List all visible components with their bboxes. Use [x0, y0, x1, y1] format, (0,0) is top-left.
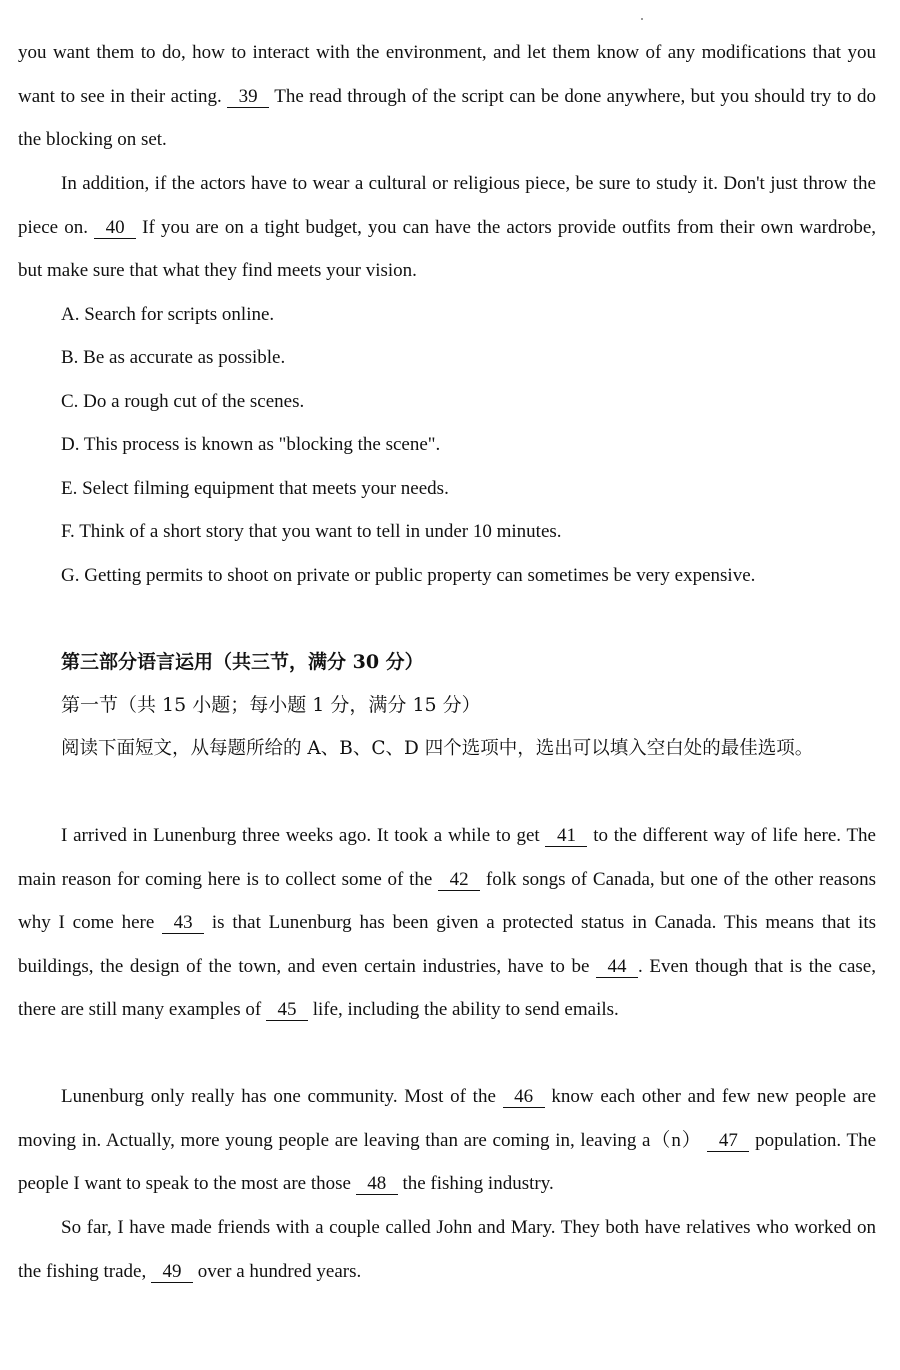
text-run: know each other and few new people are moving in. Actually, more young people are leaving than are coming in, leaving a（n）	[18, 1086, 877, 1151]
paragraph-continuation	[18, 31, 876, 162]
blank-42: 42	[438, 870, 480, 891]
blank-45: 45	[266, 1000, 308, 1021]
blank-49: 49	[151, 1262, 193, 1283]
text-run: you want them to do, how to interact with the environment, and let them know of any modifications that you want to see in their acting.	[18, 42, 876, 107]
text-run: . Even though that is the case, there are still many examples of	[18, 955, 876, 1021]
paragraph-lunenburg-arrival	[18, 814, 876, 1032]
text-run: In addition, if the actors have to wear a cultural or religious piece, be sure to study it. Don't just throw the piece on.	[18, 173, 876, 238]
option-c: C. Do a rough cut of the scenes.	[61, 391, 305, 412]
option-f: F. Think of a short story that you want to tell in under 10 minutes.	[61, 521, 562, 542]
subsection-title: 第一节（共 15 小题；每小题 1 分，满分 15 分）	[61, 694, 481, 716]
blank-39: 39	[227, 87, 269, 108]
blank-47: 47	[707, 1131, 749, 1152]
text-run: life, including the ability to send emails.	[307, 999, 619, 1021]
paragraph-costume	[18, 162, 876, 293]
paragraph-instructions	[18, 727, 876, 771]
option-e: E. Select filming equipment that meets your needs.	[61, 478, 449, 499]
blank-46: 46	[503, 1087, 545, 1108]
text-run: So far, I have made friends with a couple called John and Mary. They both have relatives who worked on the fishing trade,	[18, 1217, 876, 1282]
text-run: If you are on a tight budget, you can have the actors provide outfits from their own wardrobe, but make sure that what they find meets your vision.	[18, 216, 877, 282]
text-run: is that Lunenburg has been given a protected status in Canada. This means that its buildings, the design of the town, and even certain industries, have to be	[18, 912, 877, 977]
text-run: Lunenburg only really has one community. Most of the	[61, 1086, 503, 1107]
paragraph-lunenburg-friends	[18, 1206, 876, 1293]
text-run: over a hundred years.	[192, 1260, 362, 1282]
blank-48: 48	[356, 1174, 398, 1195]
text-run: the fishing industry.	[397, 1173, 554, 1195]
text-run: 阅读下面短文，从每题所给的 A、B、C、D 四个选项中，选出可以填入空白处的最佳选项。	[61, 738, 814, 759]
blank-44: 44	[596, 957, 638, 978]
paragraph-lunenburg-community	[18, 1075, 876, 1206]
section-title: 第三部分语言运用（共三节，满分 30 分）	[61, 651, 424, 673]
scan-speck	[641, 18, 643, 20]
option-b: B. Be as accurate as possible.	[61, 347, 286, 368]
option-g: G. Getting permits to shoot on private or public property can sometimes be very expensive.	[61, 565, 756, 586]
text-run: folk songs of Canada, but one of the other reasons why I come here	[18, 868, 877, 934]
option-d: D. This process is known as "blocking the scene".	[61, 434, 441, 455]
blank-43: 43	[162, 913, 204, 934]
blank-40: 40	[94, 218, 136, 239]
text-run: The read through of the script can be done anywhere, but you should try to do the blocking on set.	[18, 85, 876, 151]
text-run: to the different way of life here. The main reason for coming here is to collect some of the	[18, 825, 876, 890]
option-a: A. Search for scripts online.	[61, 304, 275, 325]
text-run: population. The people I want to speak to the most are those	[18, 1129, 877, 1195]
text-run: I arrived in Lunenburg three weeks ago. It took a while to get	[61, 825, 546, 846]
blank-41: 41	[545, 826, 587, 847]
